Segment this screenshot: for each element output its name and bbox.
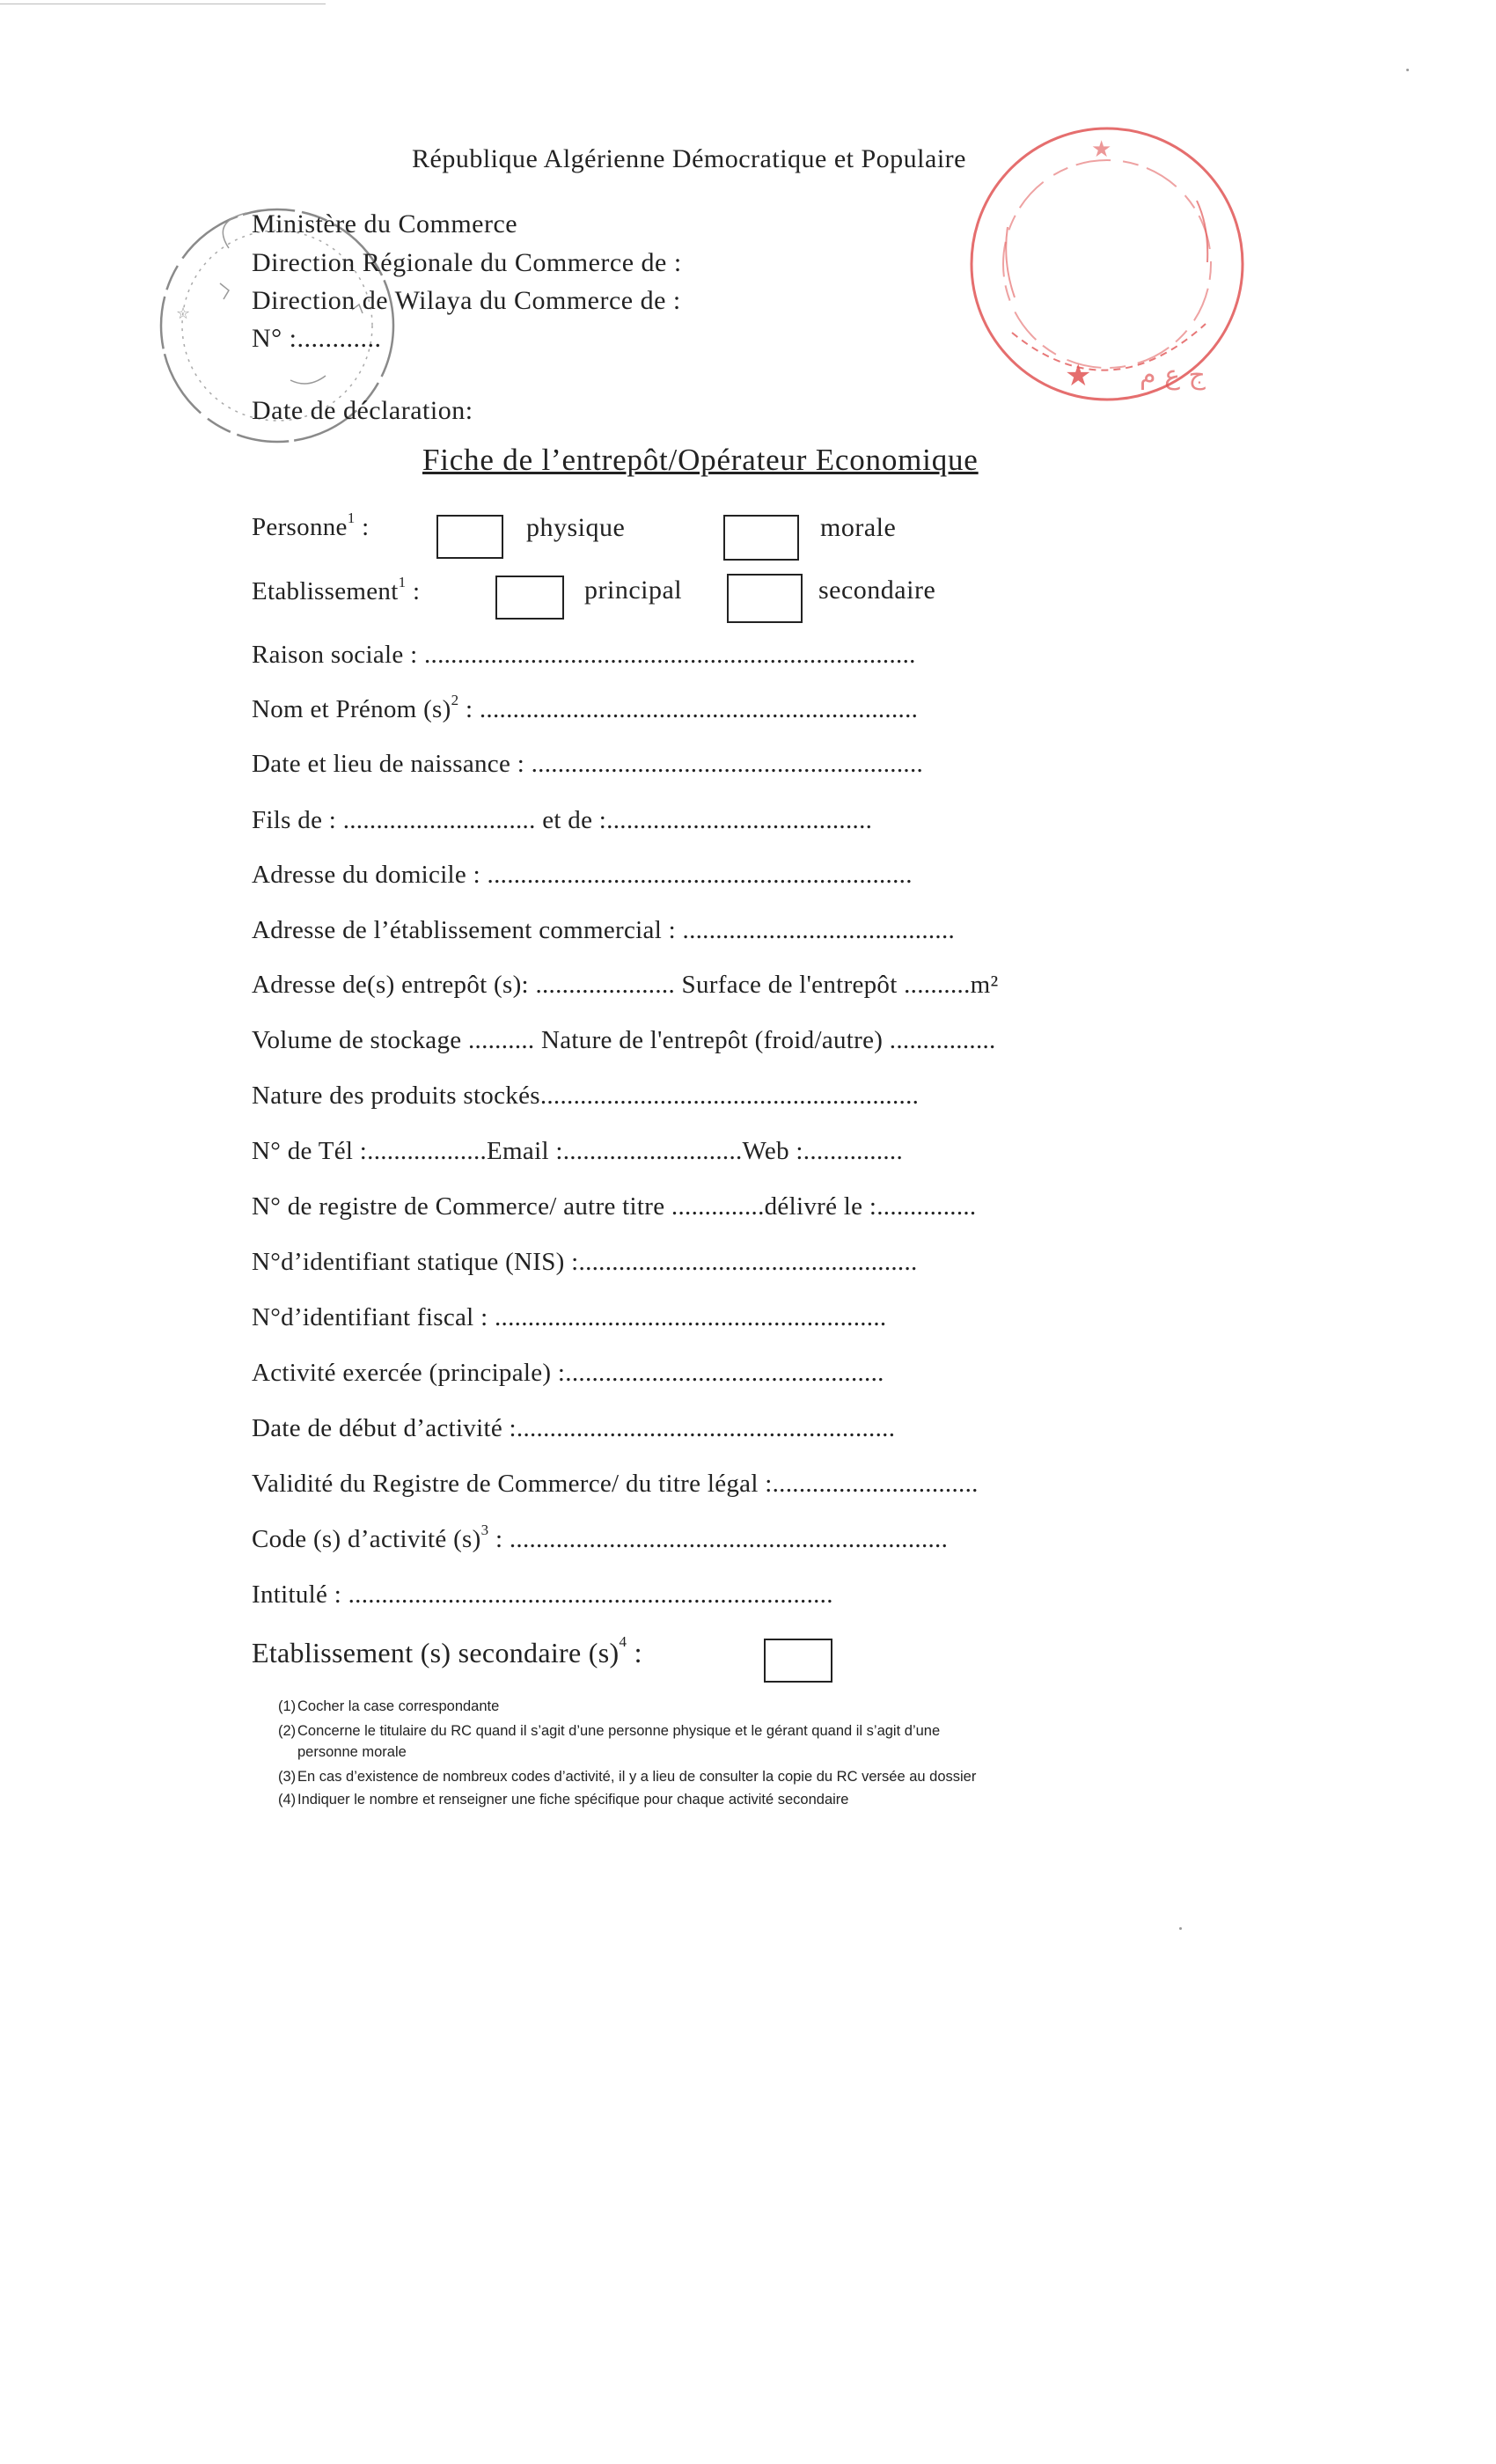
secondaire-checkbox[interactable] [727, 574, 803, 623]
footnote-ref-4: 4 [619, 1633, 627, 1650]
colon: : [412, 577, 421, 605]
registre-commerce-field[interactable]: N° de registre de Commerce/ autre titre ..............délivré le :............... [252, 1192, 977, 1221]
nif-field[interactable]: N°d’identifiant fiscal : ........................................................... [252, 1303, 887, 1331]
date-lieu-naissance-field[interactable]: Date et lieu de naissance : ........................................................... [252, 750, 924, 778]
etablissement-text: Etablissement [252, 577, 399, 605]
republic-title: République Algérienne Démocratique et Populaire [412, 144, 966, 173]
footnote-ref-3: 3 [480, 1522, 489, 1538]
raison-sociale-field[interactable]: Raison sociale : .......................................................................... [252, 641, 916, 669]
svg-text:★: ★ [1091, 136, 1112, 163]
regional-direction-line: Direction Régionale du Commerce de : [252, 248, 682, 277]
adresse-etablissement-field[interactable]: Adresse de l’établissement commercial : ......................................... [252, 916, 956, 944]
etablissement-secondaire-label [252, 1633, 642, 1669]
date-debut-activite-field[interactable]: Date de début d’activité :......................................................... [252, 1414, 896, 1442]
svg-text:ج ﻉ ﻡ: ج ﻉ ﻡ [1140, 360, 1206, 391]
physique-checkbox[interactable] [436, 515, 503, 559]
footnote-3: (3) En cas d’existence de nombreux codes d’activité, il y a lieu de consulter la copie du RC versée au dossier [278, 1769, 977, 1785]
code-activite-field[interactable] [252, 1522, 949, 1554]
nom-prenom-dots: : .................................................................. [458, 695, 919, 723]
footnote-1: (1) Cocher la case correspondante [278, 1698, 500, 1714]
footnote-ref-2: 2 [451, 692, 459, 708]
scan-speck [1406, 69, 1409, 71]
adresse-entrepot-field[interactable]: Adresse de(s) entrepôt (s): ..................... Surface de l'entrepôt ..........m² [252, 971, 999, 999]
footnote-2: (2) Concerne le titulaire du RC quand il s’agit d’une personne physique et le gérant quand il s’agit d’une [278, 1723, 941, 1739]
code-activite-label: Code (s) d’activité (s) [252, 1525, 481, 1553]
nature-produits-field[interactable]: Nature des produits stockés......................................................... [252, 1082, 920, 1110]
morale-label: morale [820, 513, 897, 542]
etablissement-secondaire-count-box[interactable] [764, 1639, 832, 1683]
nom-prenom-label: Nom et Prénom (s) [252, 695, 451, 723]
nis-field[interactable]: N°d’identifiant statique (NIS) :................................................... [252, 1248, 918, 1276]
form-title: Fiche de l’entrepôt/Opérateur Economique [422, 443, 979, 477]
colon: : [634, 1637, 642, 1668]
wilaya-direction-line: Direction de Wilaya du Commerce de : [252, 286, 681, 315]
scan-speck [1179, 1927, 1182, 1930]
ministry-line: Ministère du Commerce [252, 209, 518, 238]
footnote-2-continuation: personne morale [297, 1744, 407, 1760]
volume-stockage-field[interactable]: Volume de stockage .......... Nature de l'entrepôt (froid/autre) ................ [252, 1026, 996, 1054]
principal-checkbox[interactable] [495, 576, 564, 620]
validite-rc-field[interactable]: Validité du Registre de Commerce/ du titre légal :............................... [252, 1470, 979, 1498]
adresse-domicile-field[interactable]: Adresse du domicile : ................................................................ [252, 861, 913, 889]
personne-text: Personne [252, 513, 348, 541]
filiation-field[interactable]: Fils de : ............................. et de :........................................ [252, 806, 873, 834]
footnote-ref-1b: 1 [398, 574, 407, 590]
reference-number: N° :............ [252, 324, 382, 353]
nom-prenom-field[interactable] [252, 692, 919, 724]
principal-label: principal [584, 576, 683, 605]
footnote-4: (4) Indiquer le nombre et renseigner une fiche spécifique pour chaque activité secondaire [278, 1792, 849, 1808]
svg-text:★: ★ [1065, 358, 1092, 393]
morale-checkbox[interactable] [723, 515, 799, 561]
personne-label [252, 510, 370, 542]
etablissement-label [252, 574, 421, 606]
footnote-ref-1: 1 [347, 510, 356, 526]
etab-secondaire-text: Etablissement (s) secondaire (s) [252, 1637, 620, 1668]
physique-label: physique [526, 513, 626, 542]
red-official-stamp [959, 121, 1258, 421]
declaration-date-label: Date de déclaration: [252, 396, 473, 425]
intitule-field[interactable]: Intitulé : ......................................................................... [252, 1580, 833, 1609]
secondaire-label: secondaire [818, 576, 936, 605]
svg-text:☆: ☆ [176, 304, 191, 323]
colon: : [362, 513, 370, 541]
code-activite-dots: : .................................................................. [488, 1525, 949, 1553]
contact-field[interactable]: N° de Tél :..................Email :...........................Web :............... [252, 1137, 904, 1165]
activite-principale-field[interactable]: Activité exercée (principale) :................................................ [252, 1359, 884, 1387]
